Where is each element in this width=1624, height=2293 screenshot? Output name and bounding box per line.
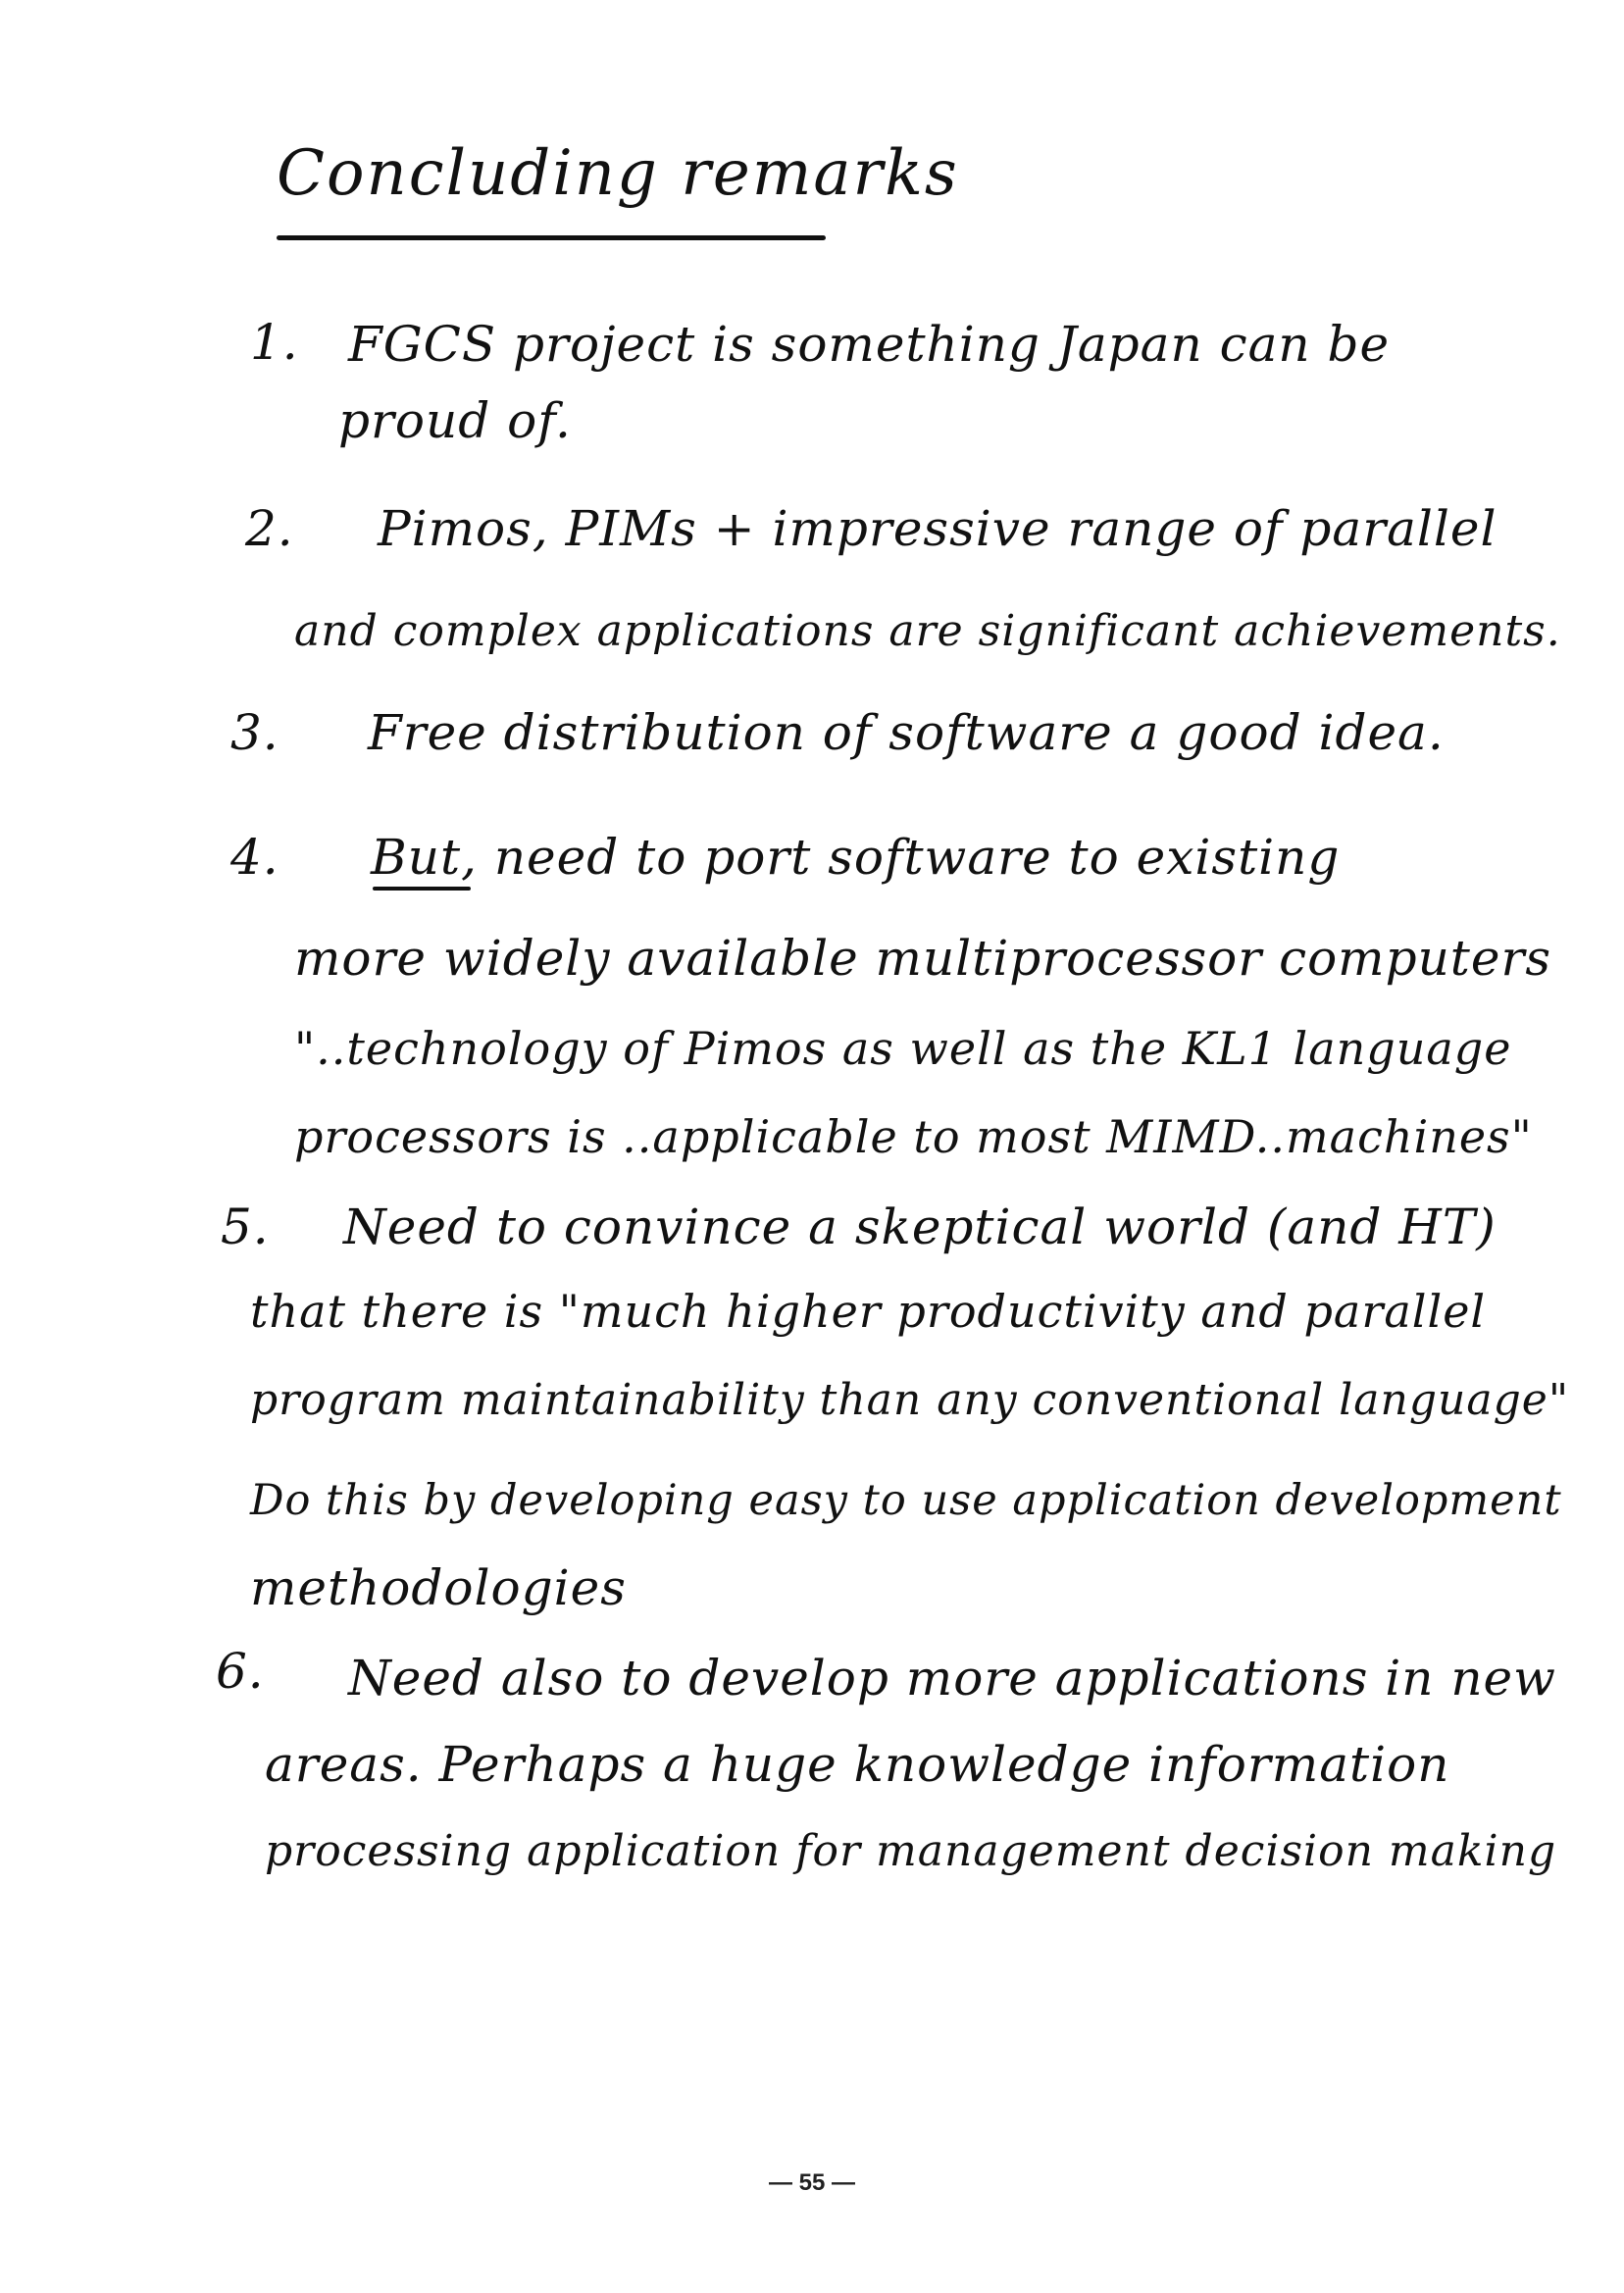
item-2-line-1: Pimos, PIMs + impressive range of parallel [378, 500, 1497, 557]
item-4-line-4: processors is ..applicable to most MIMD..machines" [294, 1110, 1533, 1163]
but-underline [373, 887, 471, 891]
item-6-number: 6. [216, 1643, 265, 1700]
item-3-number: 3. [230, 704, 279, 761]
page-number: — 55 — [768, 2169, 856, 2196]
item-5-line-3: program maintainability than any conventional language" [250, 1375, 1570, 1425]
page-title: Concluding remarks [277, 137, 959, 210]
title-underline [277, 235, 826, 240]
item-2-line-2: and complex applications are significant achievements. [294, 606, 1561, 656]
item-6-line-1: Need also to develop more applications in new [348, 1650, 1556, 1707]
item-1-line-2: proud of. [338, 392, 572, 449]
item-1-number: 1. [250, 314, 299, 371]
item-6-line-2: areas. Perhaps a huge knowledge information [265, 1736, 1450, 1793]
item-3-line-1: Free distribution of software a good idea. [368, 704, 1445, 761]
item-5-number: 5. [221, 1198, 270, 1255]
item-5-line-1: Need to convince a skeptical world (and HT) [343, 1198, 1497, 1255]
item-4-line-2: more widely available multiprocessor computers [294, 930, 1552, 987]
item-4-number: 4. [230, 829, 279, 886]
item-4-line-1: But, need to port software to existing [371, 829, 1341, 886]
item-5-line-2: that there is "much higher productivity and parallel [250, 1285, 1487, 1338]
item-5-line-4: Do this by developing easy to use application development [250, 1476, 1562, 1525]
item-6-line-3: processing application for management decision making [265, 1826, 1557, 1876]
item-5-line-5: methodologies [250, 1559, 627, 1616]
item-4-line-3: "..technology of Pimos as well as the KL1 language [294, 1022, 1512, 1075]
item-1-line-1: FGCS project is something Japan can be [348, 316, 1391, 373]
item-2-number: 2. [245, 500, 294, 557]
